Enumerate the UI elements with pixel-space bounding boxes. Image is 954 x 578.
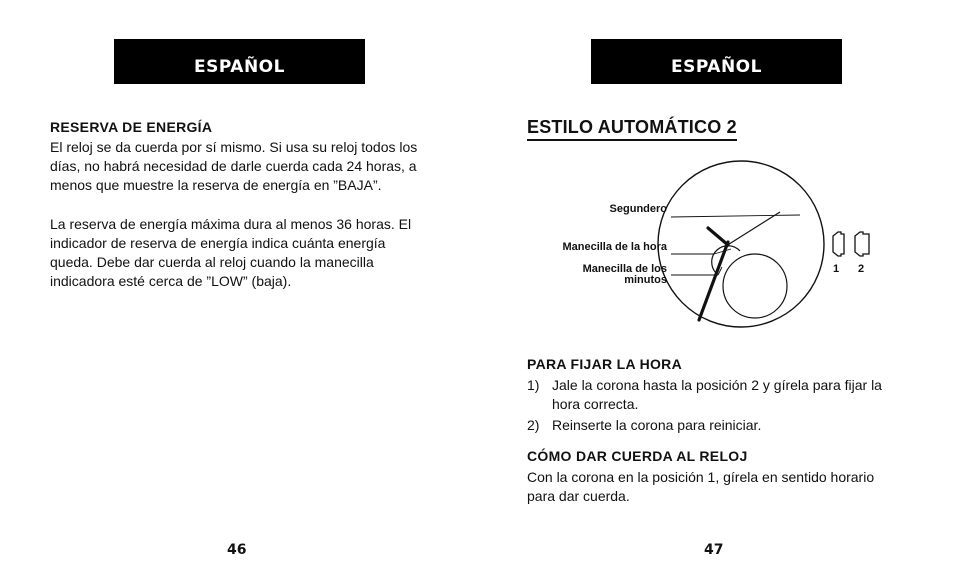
watch-dial bbox=[658, 161, 824, 327]
page-number: 47 bbox=[704, 542, 724, 558]
language-banner: ESPAÑOL bbox=[114, 39, 365, 84]
power-reserve-subdial bbox=[723, 254, 787, 318]
page-number: 46 bbox=[227, 542, 247, 558]
hour-hand bbox=[708, 228, 728, 245]
step-number: 2) bbox=[527, 417, 540, 433]
step-number: 1) bbox=[527, 377, 540, 393]
crown-number-1: 1 bbox=[833, 263, 840, 275]
step-text: Jale la corona hasta la posición 2 y gírela para fijar la hora correcta. bbox=[552, 377, 882, 412]
label-hour-hand: Manecilla de la hora bbox=[562, 241, 667, 253]
second-hand bbox=[726, 212, 780, 246]
list-item bbox=[527, 416, 887, 435]
set-time-steps bbox=[527, 376, 887, 437]
right-page bbox=[477, 0, 954, 578]
paragraph-winding: Con la corona en la posición 1, gírela en sentido horario para dar cuerda. bbox=[527, 469, 875, 504]
section-heading-power-reserve: RESERVA DE ENERGÍA bbox=[50, 119, 213, 135]
leader-second-hand bbox=[671, 215, 800, 217]
crown-position-1 bbox=[833, 232, 844, 256]
language-banner: ESPAÑOL bbox=[591, 39, 842, 84]
paragraph-power-reserve: La reserva de energía máxima dura al menos 36 horas. El indicador de reserva de energía indica cuánta energía queda. Debe dar cuerda al reloj cuando la manecilla indicadora esté cerca de ”LOW” (baja). bbox=[50, 216, 412, 289]
section-heading-set-time: PARA FIJAR LA HORA bbox=[527, 356, 682, 372]
label-minute-hand-line-1: Manecilla de los bbox=[582, 263, 667, 275]
label-second-hand: Segundero bbox=[609, 203, 667, 215]
paragraph-self-winding: El reloj se da cuerda por sí mismo. Si usa su reloj todos los días, no habrá necesidad de darle cuerda cada 24 horas, a menos que muestre la reserva de energía en ”BAJA”. bbox=[50, 139, 418, 193]
section-heading-winding: CÓMO DAR CUERDA AL RELOJ bbox=[527, 448, 748, 464]
watch-diagram bbox=[532, 160, 912, 335]
page-title: ESTILO AUTOMÁTICO 2 bbox=[527, 117, 737, 141]
label-minute-hand bbox=[583, 264, 667, 286]
crown-position-2 bbox=[855, 232, 869, 256]
crown-number-2: 2 bbox=[858, 263, 865, 275]
label-minute-hand-line-2: minutos bbox=[624, 274, 667, 286]
list-item bbox=[527, 376, 887, 414]
step-text: Reinserte la corona para reiniciar. bbox=[552, 417, 762, 433]
